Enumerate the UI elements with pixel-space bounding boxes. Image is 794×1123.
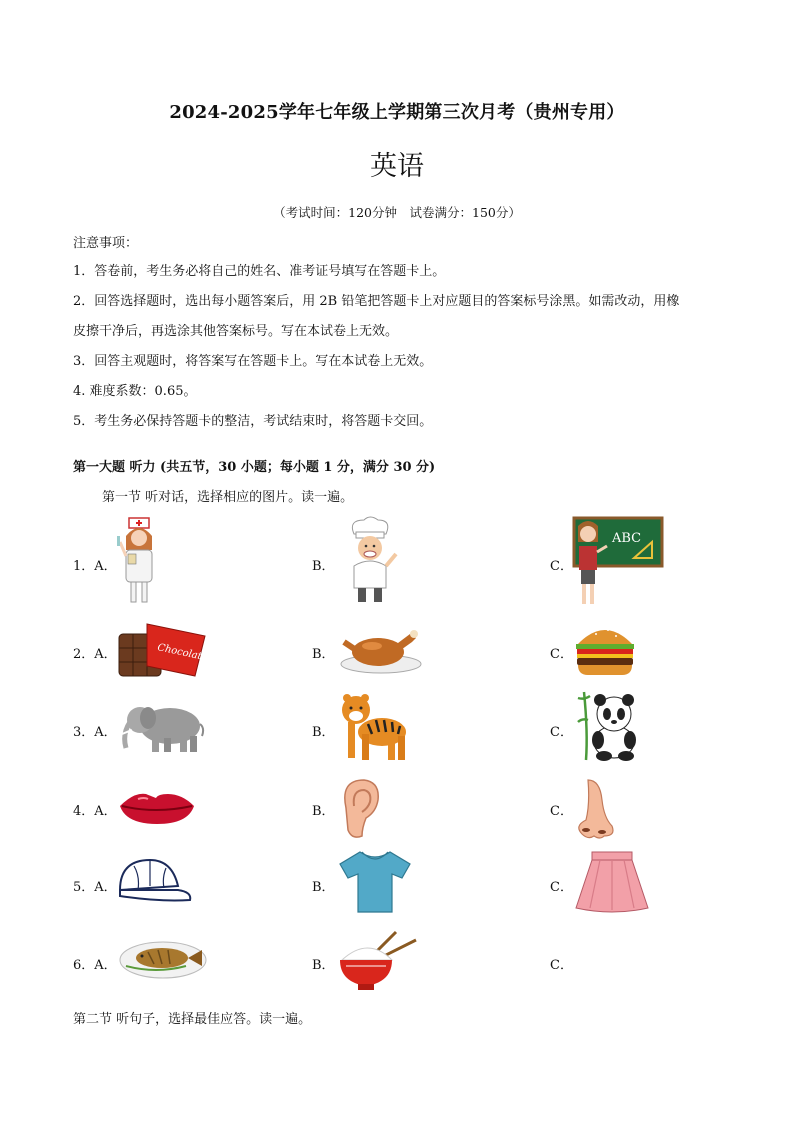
q6-option-c: C． <box>550 958 573 973</box>
elephant-icon <box>118 700 206 754</box>
fish-icon <box>118 936 208 982</box>
chef-icon <box>340 516 402 608</box>
note-item: 5．考生务必保持答题卡的整洁，考试结束时，将答题卡交回。 <box>73 414 433 429</box>
nose-icon <box>574 778 616 840</box>
q4-option-a: 4．A． <box>73 804 117 819</box>
blackboard-text: ABC <box>612 531 642 546</box>
q2-option-a: 2．A． <box>73 647 117 662</box>
ear-icon <box>338 778 380 840</box>
mouth-icon <box>118 790 196 826</box>
q5-option-b: B． <box>312 880 335 895</box>
chocolate-icon <box>117 620 209 680</box>
q6-option-b: B． <box>312 958 335 973</box>
skirt-icon <box>574 850 650 914</box>
note-item: 皮擦干净后，再选涂其他答案标号。写在本试卷上无效。 <box>73 324 399 339</box>
q1-option-c: C． <box>550 559 573 574</box>
q3-option-c: C． <box>550 725 573 740</box>
q3-option-a: 3．A． <box>73 725 117 740</box>
q1-option-b: B． <box>312 559 335 574</box>
q1-option-a: 1．A． <box>73 559 117 574</box>
rice-bowl-icon <box>338 930 420 994</box>
q6-option-a: 6．A． <box>73 958 117 973</box>
q3-option-b: B． <box>312 725 335 740</box>
note-item: 4. 难度系数：0.65。 <box>73 384 197 399</box>
roast-chicken-icon <box>338 620 424 676</box>
q2-option-b: B． <box>312 647 335 662</box>
subject-title: 英语 <box>370 151 424 182</box>
q2-option-c: C． <box>550 647 573 662</box>
panda-icon <box>574 690 642 762</box>
note-item: 3．回答主观题时，将答案写在答题卡上。写在本试卷上无效。 <box>73 354 433 369</box>
exam-title: 2024-2025学年七年级上学期第三次月考（贵州专用） <box>169 102 625 123</box>
q5-option-a: 5．A． <box>73 880 117 895</box>
q4-option-c: C． <box>550 804 573 819</box>
section1-instruction: 第一节 听对话，选择相应的图片。读一遍。 <box>102 490 354 505</box>
wrapper-text: Chocolate <box>156 642 209 664</box>
t-shirt-icon <box>338 850 412 914</box>
teacher-blackboard-icon <box>570 516 665 608</box>
hamburger-icon <box>574 620 636 678</box>
section2-instruction: 第二节 听句子，选择最佳应答。读一遍。 <box>73 1012 312 1027</box>
time-info: （考试时间：120分钟 试卷满分：150分） <box>273 205 521 220</box>
notes-title: 注意事项： <box>73 236 139 251</box>
part1-heading: 第一大题 听力 (共五节，30 小题；每小题 1 分，满分 30 分) <box>73 460 436 475</box>
q5-option-c: C． <box>550 880 573 895</box>
tiger-icon <box>338 690 410 764</box>
cap-icon <box>116 856 192 906</box>
note-item: 2．回答选择题时，选出每小题答案后，用 2B 铅笔把答题卡上对应题目的答案标号涂黑。如需改动，用橡 <box>73 294 680 309</box>
note-item: 1．答卷前，考生务必将自己的姓名、准考证号填写在答题卡上。 <box>73 264 446 279</box>
nurse-icon <box>114 516 164 608</box>
q4-option-b: B． <box>312 804 335 819</box>
